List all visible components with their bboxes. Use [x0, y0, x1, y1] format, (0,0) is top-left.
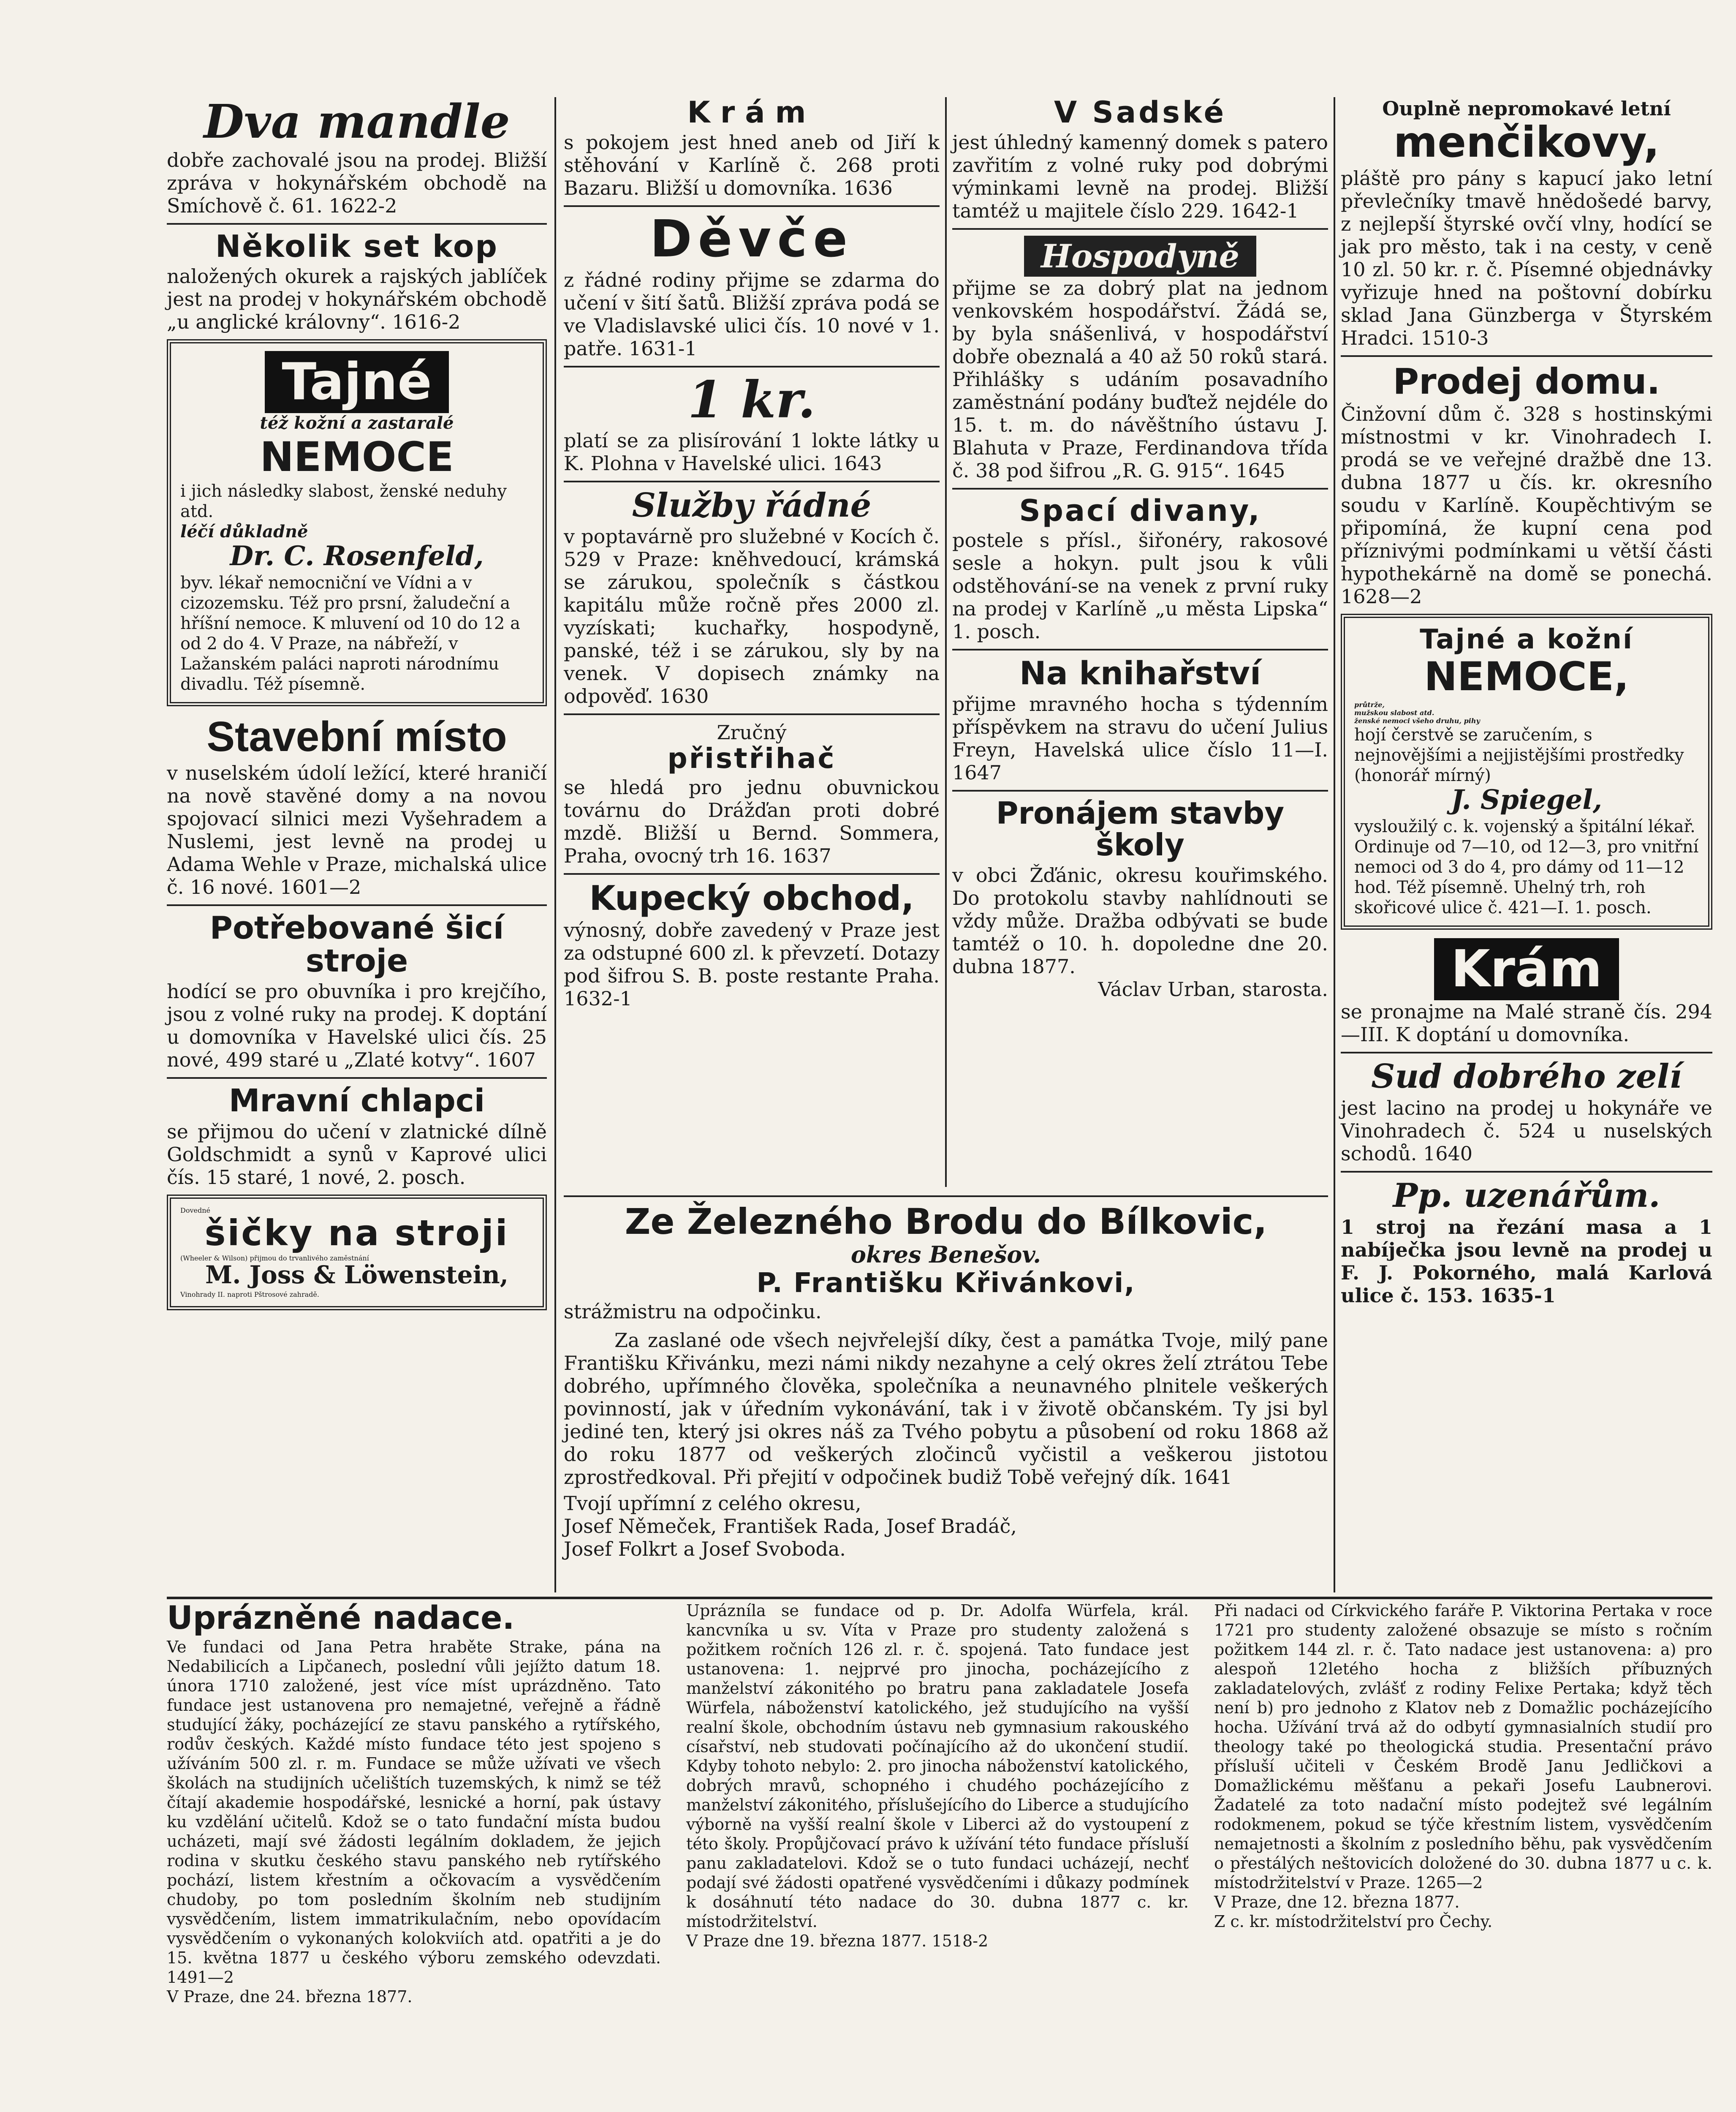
ad-text: naložených okurek a rajských jablíček jest na prodej v hokynářském obchodě „u anglické královny“. 1616-2 [167, 265, 547, 334]
ad-rosenfeld [167, 339, 547, 706]
divider [1341, 1052, 1712, 1053]
ad-text: hojí čerstvě se zaručením, s nejnovějšími a nejjistějšími prostředky (honorář mírný) [1354, 725, 1684, 786]
ad-sicky [167, 1195, 547, 1310]
ad-uzenarum [1341, 1178, 1712, 1307]
divider [952, 228, 1328, 230]
ad-title: Na knihařství [1019, 654, 1261, 692]
divider [952, 488, 1328, 490]
ad-pronajem-skoly [952, 797, 1328, 1001]
ad-text: jest úhledný kamenný domek s patero zavřitím z volné ruky pod dobrými výminkami levně na prodej. Bližší tamtéž u majitele číslo 229. 1642-1 [952, 131, 1328, 222]
ad-title: Spací divany, [1019, 493, 1261, 528]
divider [167, 904, 547, 906]
ad-name: M. Joss & Löwenstein, [205, 1260, 508, 1290]
divider [1341, 355, 1712, 357]
ad-title: Hospodyně [1024, 236, 1256, 277]
nadace-date: V Praze, dne 24. března 1877. [167, 1987, 413, 2006]
ad-text: byv. lékař nemocniční ve Vídni a v cizozemsku. Též pro prsní, žaludeční a hříšní nemoce. K mluvení od 10 do 12 a od 2 do 4. V Praze, na nábřeží, v Lažanském paláci naproti národnímu divadlu. Též písemně. [180, 573, 520, 694]
ad-okurky [167, 228, 547, 334]
notice-signature: Tvojí upřímní z celého okresu, [564, 1492, 861, 1515]
divider [564, 873, 940, 875]
ad-title: Krám [687, 95, 816, 130]
notice-name: P. Františku Křivánkovi, [756, 1267, 1136, 1299]
nadace-col-2 [686, 1601, 1189, 1951]
ad-text: se pronajme na Malé straně čís. 294—III. K doptání u domovníka. [1341, 1000, 1712, 1046]
ad-text: Činžovní dům č. 328 s hostinskými místnostmi v kr. Vinohradech I. prodá se ve veřejné dražbě dne 13. dubna 1877 u čís. kr. okresního soudu v Karlíně. Koupěchtivým se připomíná, že kupní cena pod příznivými podmínkami u větší části hypothekárně na domě se ponechá. 1628—2 [1341, 403, 1712, 608]
ad-line: průtrže, [1354, 701, 1385, 709]
nadace-signature: Z c. kr. místodržitelství pro Čechy. [1214, 1912, 1493, 1931]
section-title: Uprázněné nadace. [167, 1599, 515, 1636]
nadace-text: Uprázníla se fundace od p. Dr. Adolfa Würfela, král. kancvníka u sv. Víta v Praze pro studenty založená s požitkem ročních 126 zl. r. č. spojená. Tato fundace jest ustanovena: 1. nejprvé pro jinocha, pocházejícího z manželství zákonitého po bratru pana zakladatele Josefa Würfela, náboženství katolického, jež studujícího na vyšší realní škole, obchodním ústavu neb gymnasium rakouského císařství, neb studovati počínajícího až do ukončení studií. Kdyby tohoto nebylo: 2. pro jinocha náboženství katolického, dobrých mravů, schopného i chudého pocházejícího z manželství zákonitého, příslušejícího do Liberce a studujícího výborně na vyšší realní škole v Liberci až do vystoupení z této školy. Propůjčovací právo k užívání této fundace přísluší panu zakladatelovi. Kdož se o tuto fundaci ucházejí, nechť podají své žádosti opatřené vysvědčeními i důkazy podmínek k dosáhnutí této nadace do 30. dubna 1877 c. kr. místodržitelství. [686, 1601, 1189, 1931]
ad-hospodyne [952, 236, 1328, 482]
ad-text: postele s přísl., šiřonéry, rakosové sesle a hokyn. pult jsou k vůli odstěhování-se na venek z první ruky na prodej v Karlíně „u města Lipska“ 1. posch. [952, 529, 1328, 643]
ad-line: léčí důkladně [180, 521, 308, 542]
ad-title: přistřihač [667, 742, 836, 775]
ad-title: Několik set kop [215, 228, 498, 264]
ad-name: Dr. C. Rosenfeld, [230, 540, 484, 572]
ad-title: Pp. uzenářům. [1393, 1176, 1660, 1215]
ad-title: V Sadské [1054, 95, 1227, 130]
ad-text: dobře zachovalé jsou na prodej. Bližší zpráva v hokynářském obchodě na Smíchově č. 61. 1622-2 [167, 148, 547, 217]
ad-title: Sud dobrého zelí [1371, 1057, 1682, 1096]
ad-subtitle: Zručný [717, 721, 787, 744]
ad-sluzby [564, 488, 940, 708]
nadace-section [167, 1592, 1712, 2006]
nadace-date: V Praze, dne 12. března 1877. [1214, 1893, 1460, 1911]
divider [167, 1077, 547, 1079]
notice-subtitle: okres Benešov. [850, 1241, 1041, 1268]
ad-title: Kupecký obchod, [589, 878, 914, 918]
ad-title: Tajné [265, 351, 448, 413]
divider [564, 205, 940, 207]
notice-text: Za zaslané ode všech nejvřelejší díky, čest a památka Tvoje, milý pane Františku Křivánku, mezi námi nikdy nezahyne a celý okres želí ztrátou Tebe dobrého, upřímného člověka, společníka a neunavného plnitele veškerých povinností, jak v úředním vykonávání, tak i v životě občanském. Ty jsi byl jediné ten, který jsi okres náš za Tvého pobytu a působení od roku 1868 až do roku 1877 od veškerých zločinců vyčistil a veškerou jistotou zprostředkoval. Při přejití v odpočinek budiž Tobě veřejný dík. 1641 [564, 1329, 1328, 1489]
ad-text: 1 stroj na řezání masa a 1 nabíječka jsou levně na prodej u F. J. Pokorného, malá Karlová ulice č. 153. 1635-1 [1341, 1216, 1712, 1307]
ad-name: J. Spiegel, [1451, 784, 1602, 816]
ad-knihařstvi [952, 656, 1328, 784]
divider [564, 481, 940, 482]
divider [952, 790, 1328, 792]
ad-text: Vinohrady II. naproti Pštrosové zahradě. [180, 1290, 319, 1299]
ad-text: vysloužilý c. k. vojenský a špitální lékař. Ordinuje od 7—10, od 12—3, pro vnitřní nemoci od 3 do 4, pro dámy od 11—12 hod. Též písemně. Uhelný trh, roh skořicové ulice č. 421—I. 1. posch. [1354, 817, 1699, 918]
ad-sud-zeli [1341, 1059, 1712, 1165]
ad-line: ženské nemoci všeho druhu, pihy [1354, 717, 1480, 725]
nadace-col-3 [1214, 1601, 1712, 1931]
ad-prodej-domu [1341, 363, 1712, 608]
notice-signature: Josef Němeček, František Rada, Josef Bradáč, [564, 1515, 1017, 1538]
ad-kupecky-obchod [564, 878, 940, 1010]
nadace-text: Ve fundaci od Jana Petra hraběte Strake, pána na Nedabilicích a Lipčanech, poslední vůli jejížto datum 18. února 1710 založené, jest více míst uprázdněno. Tato fundace jest ustanovena pro nemajetné, veřejně a řádně studující žáky, pocházející ze stavu panského a rytířského, rodův českých. Každé místo fundace této jest spojeno s užíváním 500 zl. r. m. Fundace se může užívati ve všech školách na studijních učelištích tuzemských, k nimž se též čítají akademie hospodářské, lesnické a horní, pak ústavy ku vzdělání učitelů. Kdož se o tato fundační místa budou ucházeti, mají své žádosti legálním dokladem, že jejich rodina v skutku českého stavu panského neb rytířského pochází, listem křestním a očkovacím a vysvědčením chudoby, po tom posledním školním neb studijním vysvědčením, listem immatrikulačním, nebo opovídacím vysvědčením o vykonaných kolokviích atd. opatřiti a je do 15. května 1877 u českého výboru zemského odevzdati. 1491—2 [167, 1637, 661, 1987]
ad-text: se přijmou do učení v zlatnické dílně Goldschmidt a synů v Kaprové ulici čís. 15 staré, 1 nové, 2. posch. [167, 1120, 547, 1189]
ad-text: v obci Žďánic, okresu kouřimského. Do protokolu stavby nahlídnouti se vždy může. Dražba odbývati se bude tamtéž o 10. h. dopoledne dne 20. dubna 1877. [952, 863, 1328, 978]
ad-line: i jich následky slabost, ženské neduhy atd. [180, 481, 507, 521]
divider [1341, 1171, 1712, 1173]
ad-text: hodící se pro obuvníka i pro krejčího, jsou z volné ruky na prodej. K doptání u domovníka v Havelské ulici čís. 25 nové, 499 staré u „Zlaté kotvy“. 1607 [167, 980, 547, 1072]
newspaper-page [167, 84, 1712, 2112]
ad-title: Krám [1434, 938, 1619, 1000]
ad-text: z řádné rodiny přijme se zdarma do učení v šití šatů. Bližší zpráva podá se ve Vladislavské ulici čís. 10 nové v 1. patře. 1631-1 [564, 268, 940, 360]
ad-pristrihac [564, 721, 940, 867]
ad-title: šičky na stroji [204, 1212, 509, 1254]
ad-text: jest lacino na prodej u hokynáře ve Vinohradech č. 524 u nuselských schodů. 1640 [1341, 1097, 1712, 1165]
divider [952, 649, 1328, 650]
divider [564, 713, 940, 715]
ad-mencikovy [1341, 97, 1712, 349]
ad-line: mužskou slabost atd. [1354, 709, 1434, 717]
ad-signature: Václav Urban, starosta. [1098, 977, 1328, 1001]
ad-v-sadske [952, 97, 1328, 222]
ad-stavebni-misto [167, 715, 547, 898]
notice-krivanek [564, 1191, 1328, 1560]
ad-title: Děvče [650, 210, 853, 269]
ad-dva-mandle [167, 94, 547, 217]
column-rule [1334, 97, 1335, 1592]
notice-signature: Josef Folkrt a Josef Svoboda. [564, 1538, 846, 1561]
ad-title: Služby řádné [632, 486, 872, 525]
ad-text: se hledá pro jednu obuvnickou továrnu do Drážďan proti dobré mzdě. Bližší u Bernd. Sommera, Praha, ovocný trh 16. 1637 [564, 776, 940, 867]
notice-role: strážmistru na odpočinku. [564, 1300, 822, 1323]
column-rule [945, 97, 947, 1187]
ad-text: pláště pro pány s kapucí jako letní převlečníky tmavě hnědošedé barvy, z nejlepší štyrské ovčí vlny, hodící se jak pro město, tak i na cesty, v ceně 10 zl. 50 kr. r. č. Písemné objednávky vyřizuje hned na poštovní dobírku sklad Jana Günzberga v Štyrském Hradci. 1510-3 [1341, 167, 1712, 349]
ad-spiegel [1341, 614, 1712, 930]
ad-title: Prodej domu. [1393, 361, 1660, 402]
nadace-text: Při nadaci od Církvického faráře P. Viktorina Pertaka v roce 1721 pro studenty založené obsazuje se místo s ročním požitkem 144 zl. r. č. Tato nadace jest ustanovena: a) pro alespoň 12letého hocha z bližších příbuzných zakladatelových, zvlášť z rodiny Felixe Pertaka; když těch není b) pro jednoho z Klatov neb z Domažlic pocházejícího hocha. Užívání trvá až do odbytí gymnasialních studií pro theology také po theologická studia. Presentační právo přísluší učiteli v Českém Brodě Janu Jedličkovi a Domažlickému měšťanu a pekaři Josefu Laubnerovi. Žadatelé za toto nadační místo podejtež své legálním rodokmenem, pokud se týče křestním listem, vysvědčením nemajetnosti a školním z posledního běhu, pak vysvědčením o přestálých neštovicích doložené do 30. dubna 1877 u c. k. místodržitelství v Praze. 1265—2 [1214, 1601, 1712, 1892]
ad-text: (Wheeler & Wilson) přijmou do trvanlivého zaměstnání [180, 1254, 369, 1263]
ad-text: přijme se za dobrý plat na jednom venkovském hospodářství. Žádá se, by byla snášenlivá, v hospodářství dobře obeznalá a 40 až 50 roků stará. Přihlášky s udáním posavadního zaměstnání podány buďtež nejdéle do 15. t. m. do návěštního ústavu J. Blahuta v Praze, Ferdinandova třída č. 38 pod šifrou „R. G. 915“. 1645 [952, 276, 1328, 482]
nadace-date: V Praze dne 19. března 1877. 1518-2 [686, 1932, 989, 1950]
ad-1-kr [564, 370, 940, 475]
ad-title: Tajné a kožní [1420, 624, 1633, 656]
ad-text: v poptavárně pro služebné v Kocích č. 529 v Praze: kněhvedoucí, krámská se zárukou, společník s částkou kapitálu může ročně přes 2000 zl. vyzískati; kuchařky, hospodyně, panské, též i se zárukou, sly by na venek. V dopisech známky na odpověď. 1630 [564, 525, 940, 708]
ad-devce [564, 210, 940, 360]
notice-title: Ze Železného Brodu do Bílkovic, [625, 1201, 1267, 1242]
ad-title: Dva mandle [204, 94, 510, 149]
divider [564, 366, 940, 367]
ad-title-2: NEMOCE, [1424, 654, 1629, 700]
column-4 [1341, 97, 1712, 1313]
divider [167, 223, 547, 225]
ad-title-2: NEMOCE [260, 433, 454, 481]
ad-spaci-divany [952, 495, 1328, 643]
ad-subtitle: též kožní a zastaralé [260, 413, 454, 433]
ad-text: výnosný, dobře zavedený v Praze jest za odstupné 600 zl. k převzetí. Dotazy pod šifrou S. B. poste restante Praha. 1632-1 [564, 918, 940, 1010]
ad-subtitle: Ouplně nepromokavé letní [1382, 97, 1671, 120]
divider [564, 1195, 1328, 1197]
column-1 [167, 94, 547, 1319]
ad-kram-2 [1341, 938, 1712, 1046]
ad-sici-stroje [167, 912, 547, 1071]
ad-title: Potřebované šicí stroje [209, 910, 504, 979]
ad-title: Stavební místo [206, 713, 507, 761]
ad-text: v nuselském údolí ležící, které hraničí na nově stavěné domy a na novou spojovací silnici mezi Vyšehradem a Nuslemi, jest levně na prodej u Adama Wehle v Praze, michalská ulice č. 16 nové. 1601—2 [167, 762, 547, 899]
ad-title: Mravní chlapci [228, 1083, 485, 1119]
ad-title: 1 kr. [687, 370, 816, 430]
column-rule [554, 97, 556, 1592]
column-2 [564, 97, 940, 1016]
ad-subtitle: Dovedné [180, 1206, 210, 1215]
ad-text: platí se za plisírování 1 lokte látky u K. Plohna v Havelské ulici. 1643 [564, 429, 940, 475]
ad-mravni-chlapci [167, 1085, 547, 1189]
nadace-col-1 [167, 1601, 661, 2006]
ad-kram [564, 97, 940, 199]
ad-text: s pokojem jest hned aneb od Jiří k stěhování v Karlíně č. 268 proti Bazaru. Bližší u domovníka. 1636 [564, 131, 940, 199]
column-3 [952, 97, 1328, 1007]
ad-title: menčikovy, [1394, 117, 1660, 167]
ad-text: přijme mravného hocha s týdenním příspěvkem na stravu do učení Julius Freyn, Havelská ulice číslo 11—I. 1647 [952, 692, 1328, 784]
ad-title: Pronájem stavby školy [996, 795, 1285, 863]
